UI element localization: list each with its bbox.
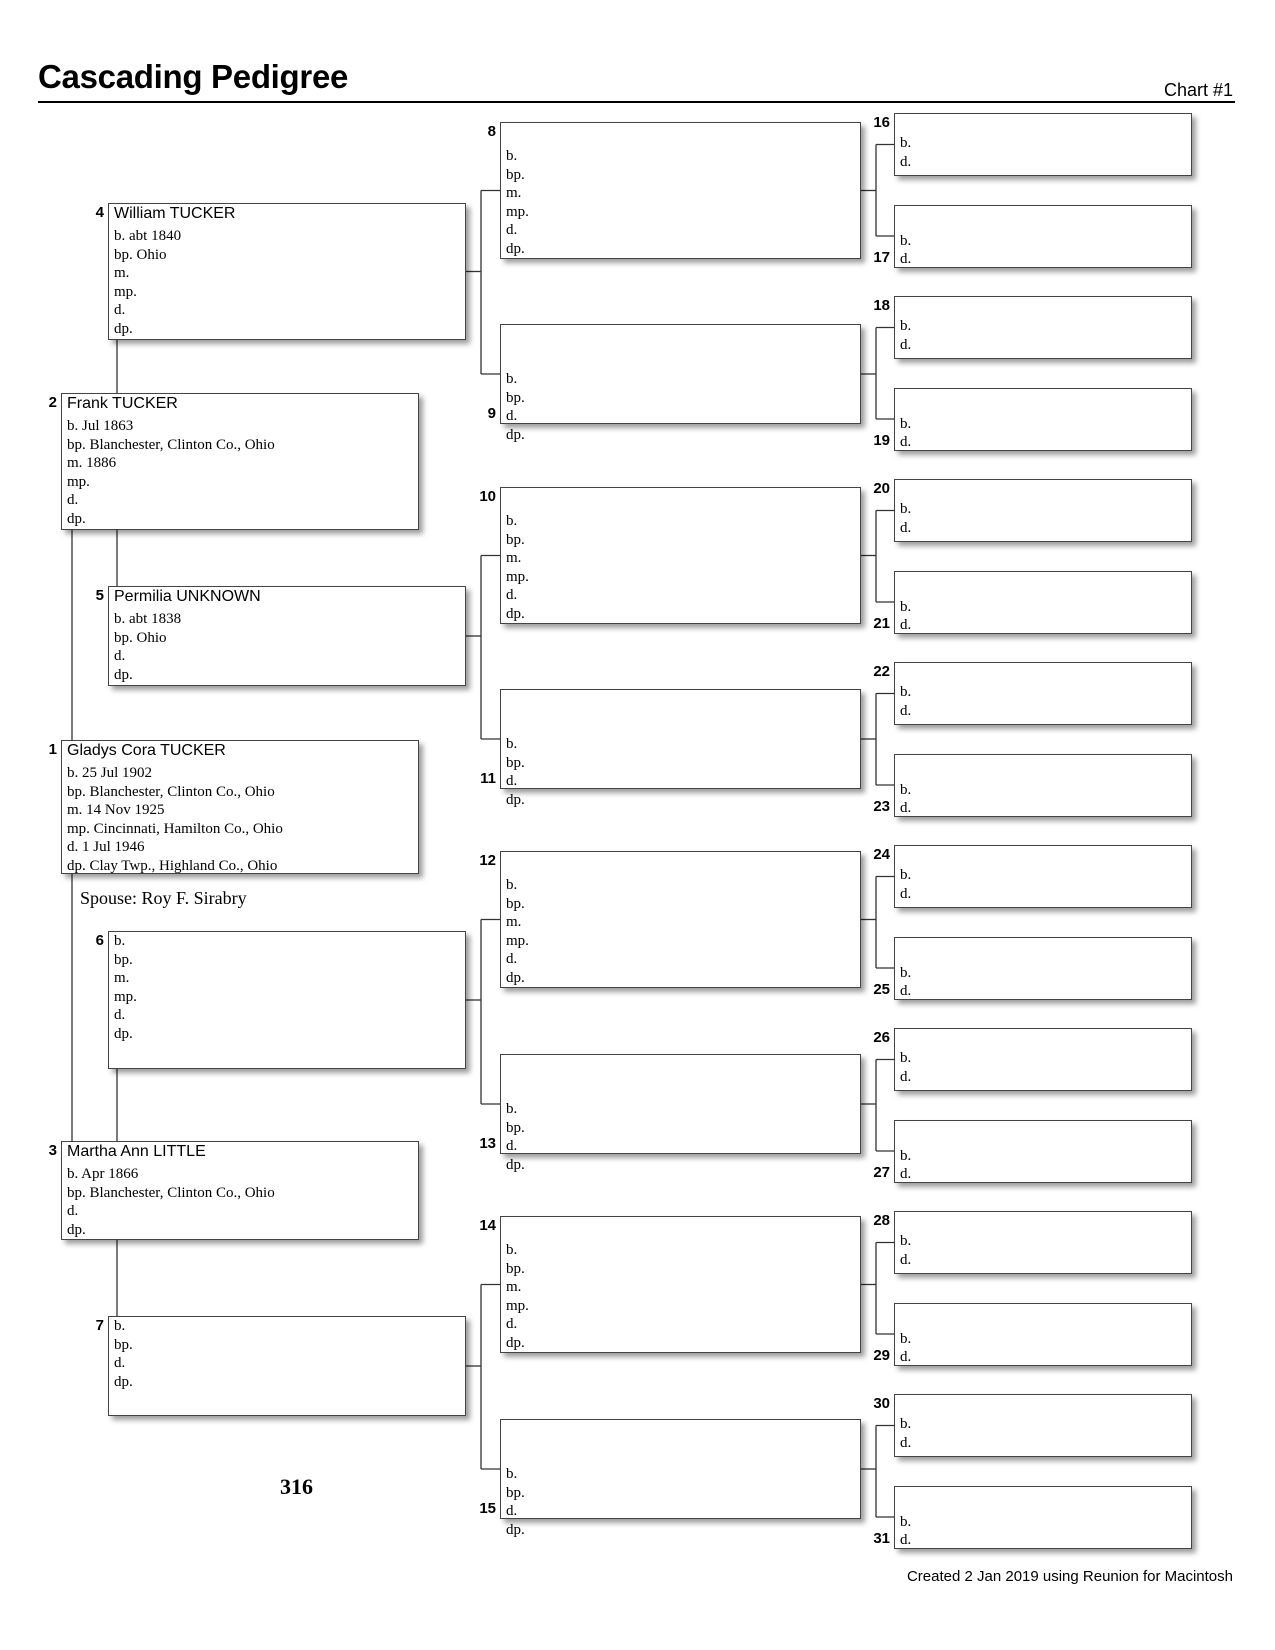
- person-detail-line: d.: [67, 1203, 79, 1219]
- person-detail-line: dp.: [114, 1373, 133, 1390]
- person-detail-line: mp.: [114, 283, 137, 300]
- person-detail-line: b.: [900, 1050, 912, 1066]
- person-box-12[interactable]: [500, 851, 861, 988]
- person-box-17[interactable]: [894, 205, 1192, 268]
- person-detail-line: b.: [900, 501, 912, 517]
- person-box-27[interactable]: [894, 1120, 1192, 1183]
- person-name: William TUCKER: [114, 205, 236, 222]
- person-detail-line: m.: [506, 1279, 522, 1295]
- ahnentafel-number: 11: [480, 770, 496, 787]
- ahnentafel-number: 20: [873, 480, 890, 497]
- ahnentafel-number: 5: [95, 587, 104, 604]
- person-detail-line: dp.: [67, 510, 86, 527]
- person-detail-line: b.: [900, 415, 912, 432]
- ahnentafel-number: 4: [95, 204, 104, 221]
- ahnentafel-number: 24: [873, 846, 890, 863]
- person-detail-line: d.: [506, 1138, 518, 1154]
- person-box-8[interactable]: [500, 122, 861, 259]
- person-detail-line: mp. Cincinnati, Hamilton Co., Ohio: [67, 820, 283, 837]
- ahnentafel-number: 12: [479, 852, 496, 869]
- person-box-21[interactable]: [894, 571, 1192, 634]
- person-detail-line: bp. Blanchester, Clinton Co., Ohio: [67, 783, 275, 800]
- person-detail-line: bp. Ohio: [114, 629, 167, 646]
- ahnentafel-number: 28: [873, 1212, 890, 1229]
- person-detail-line: d.: [506, 773, 518, 789]
- person-detail-line: b.: [900, 1233, 912, 1249]
- person-detail-line: bp.: [506, 1119, 525, 1136]
- person-detail-line: mp.: [506, 1297, 529, 1314]
- person-detail-line: dp.: [506, 1521, 525, 1538]
- person-detail-line: b. abt 1840: [114, 228, 182, 244]
- person-detail-line: b.: [900, 1513, 912, 1530]
- person-box-10[interactable]: [500, 487, 861, 624]
- person-detail-line: dp.: [114, 666, 133, 683]
- person-box-18[interactable]: [894, 296, 1192, 359]
- person-detail-line: bp. Blanchester, Clinton Co., Ohio: [67, 1184, 275, 1201]
- person-detail-line: b.: [506, 371, 518, 387]
- person-detail-line: dp.: [506, 1156, 525, 1173]
- ahnentafel-number: 1: [48, 741, 57, 758]
- person-name: Gladys Cora TUCKER: [67, 742, 226, 759]
- person-detail-line: d.: [114, 1355, 126, 1371]
- person-detail-line: d.: [67, 492, 79, 508]
- person-name: Frank TUCKER: [67, 395, 178, 412]
- person-box-20[interactable]: [894, 479, 1192, 542]
- person-detail-line: d.: [900, 885, 912, 902]
- person-detail-line: b.: [114, 1318, 126, 1334]
- person-detail-line: d.: [114, 302, 126, 318]
- person-box-23[interactable]: [894, 754, 1192, 817]
- person-detail-line: m. 1886: [67, 455, 117, 471]
- person-detail-line: d.: [900, 519, 912, 536]
- person-detail-line: bp.: [114, 1336, 133, 1353]
- person-detail-line: d.: [506, 1316, 518, 1332]
- ahnentafel-number: 9: [487, 405, 496, 422]
- person-detail-line: b.: [900, 135, 912, 151]
- person-detail-line: mp.: [506, 568, 529, 585]
- person-detail-line: b.: [900, 598, 912, 615]
- person-detail-line: b. 25 Jul 1902: [67, 765, 153, 781]
- person-detail-line: b.: [506, 736, 518, 752]
- person-detail-line: d.: [900, 1068, 912, 1085]
- ahnentafel-number: 7: [95, 1317, 104, 1334]
- person-name: Permilia UNKNOWN: [114, 588, 261, 605]
- person-box-15[interactable]: [500, 1419, 861, 1538]
- person-detail-line: d.: [506, 222, 518, 238]
- person-box-9[interactable]: [500, 324, 861, 443]
- person-detail-line: d.: [900, 1349, 912, 1365]
- person-box-25[interactable]: [894, 937, 1192, 1000]
- person-detail-line: b.: [506, 1101, 518, 1117]
- person-detail-line: b. Jul 1863: [67, 418, 134, 434]
- person-detail-line: dp.: [114, 320, 133, 337]
- person-detail-line: bp.: [506, 531, 525, 548]
- person-box-7[interactable]: [108, 1316, 466, 1416]
- person-box-22[interactable]: [894, 662, 1192, 725]
- person-detail-line: mp.: [114, 988, 137, 1005]
- person-detail-line: bp. Ohio: [114, 246, 167, 263]
- person-detail-line: b. Apr 1866: [67, 1166, 139, 1182]
- ahnentafel-number: 26: [873, 1029, 890, 1046]
- person-detail-line: b.: [900, 964, 912, 981]
- ahnentafel-number: 17: [873, 248, 890, 266]
- person-detail-line: d.: [900, 1166, 912, 1182]
- person-detail-line: m. 14 Nov 1925: [67, 802, 165, 818]
- person-box-16[interactable]: [894, 113, 1192, 176]
- ahnentafel-number: 2: [48, 394, 57, 411]
- ahnentafel-number: 16: [873, 114, 890, 131]
- ahnentafel-number: 23: [873, 797, 890, 815]
- person-detail-line: d.: [900, 1434, 912, 1451]
- person-detail-line: d.: [900, 702, 912, 719]
- person-detail-line: dp.: [67, 1221, 86, 1238]
- person-detail-line: bp.: [114, 951, 133, 968]
- person-box-28[interactable]: [894, 1211, 1192, 1274]
- person-detail-line: b.: [900, 684, 912, 700]
- person-detail-line: bp.: [506, 895, 525, 912]
- person-detail-line: b.: [900, 1330, 912, 1347]
- ahnentafel-number: 27: [873, 1163, 890, 1181]
- person-detail-line: m.: [506, 185, 522, 201]
- person-detail-line: dp.: [506, 605, 525, 622]
- person-detail-line: d.: [900, 336, 912, 353]
- ahnentafel-number: 30: [873, 1395, 890, 1412]
- person-detail-line: bp.: [506, 389, 525, 406]
- person-detail-line: b.: [900, 232, 912, 249]
- person-detail-line: b.: [506, 148, 518, 164]
- person-name: Martha Ann LITTLE: [67, 1143, 206, 1160]
- person-box-19[interactable]: [894, 388, 1192, 451]
- ahnentafel-number: 18: [873, 297, 890, 314]
- person-box-26[interactable]: [894, 1028, 1192, 1091]
- person-detail-line: m.: [114, 970, 130, 986]
- person-box-1[interactable]: [61, 740, 419, 874]
- person-box-6[interactable]: [108, 931, 466, 1069]
- chart-title: Cascading Pedigree: [38, 58, 349, 95]
- person-detail-line: dp.: [506, 240, 525, 257]
- page-number: 316: [280, 1474, 313, 1499]
- person-box-30[interactable]: [894, 1394, 1192, 1457]
- person-detail-line: b.: [900, 318, 912, 334]
- person-detail-line: mp.: [67, 473, 90, 490]
- person-detail-line: dp.: [506, 791, 525, 808]
- person-detail-line: dp.: [114, 1025, 133, 1042]
- chart-number: Chart #1: [1163, 80, 1233, 100]
- person-box-5[interactable]: [108, 586, 466, 686]
- person-box-3[interactable]: [61, 1141, 419, 1240]
- person-detail-line: dp.: [506, 1334, 525, 1351]
- ahnentafel-number: 14: [479, 1217, 496, 1234]
- person-detail-line: d.: [900, 1532, 912, 1548]
- person-box-4[interactable]: [108, 203, 466, 340]
- person-detail-line: dp.: [506, 426, 525, 443]
- person-box-11[interactable]: [500, 689, 861, 808]
- ahnentafel-number: 21: [873, 614, 890, 632]
- person-detail-line: b.: [900, 867, 912, 883]
- person-detail-line: b.: [114, 933, 126, 949]
- ahnentafel-number: 29: [873, 1346, 890, 1364]
- ahnentafel-number: 3: [48, 1142, 57, 1159]
- person-detail-line: d.: [506, 587, 518, 603]
- person-detail-line: dp.: [506, 969, 525, 986]
- person-detail-line: b.: [506, 513, 518, 529]
- person-detail-line: d.: [900, 153, 912, 170]
- person-detail-line: b.: [506, 1466, 518, 1482]
- person-detail-line: b. abt 1838: [114, 611, 182, 627]
- person-detail-line: d. 1 Jul 1946: [67, 839, 145, 855]
- ahnentafel-number: 22: [873, 663, 890, 680]
- person-box-14[interactable]: [500, 1216, 861, 1353]
- person-detail-line: d.: [900, 434, 912, 450]
- person-detail-line: m.: [506, 914, 522, 930]
- person-detail-line: d.: [900, 251, 912, 267]
- ahnentafel-number: 10: [479, 488, 496, 505]
- person-detail-line: bp. Blanchester, Clinton Co., Ohio: [67, 436, 275, 453]
- spouse-note: Spouse: Roy F. Sirabry: [80, 888, 247, 908]
- person-detail-line: b.: [506, 877, 518, 893]
- person-detail-line: d.: [114, 648, 126, 664]
- ahnentafel-number: 8: [487, 123, 496, 140]
- person-box-31[interactable]: [894, 1486, 1192, 1549]
- ahnentafel-number: 25: [873, 980, 890, 998]
- person-detail-line: mp.: [506, 932, 529, 949]
- person-detail-line: d.: [900, 800, 912, 816]
- ahnentafel-number: 15: [479, 1500, 496, 1517]
- person-detail-line: d.: [506, 1503, 518, 1519]
- ahnentafel-number: 13: [479, 1135, 496, 1152]
- person-detail-line: bp.: [506, 1484, 525, 1501]
- person-detail-line: m.: [506, 550, 522, 566]
- person-box-24[interactable]: [894, 845, 1192, 908]
- person-detail-line: dp. Clay Twp., Highland Co., Ohio: [67, 857, 278, 874]
- person-detail-line: b.: [900, 1416, 912, 1432]
- person-box-2[interactable]: [61, 393, 419, 530]
- person-detail-line: d.: [900, 1251, 912, 1268]
- person-detail-line: d.: [506, 951, 518, 967]
- person-detail-line: d.: [900, 617, 912, 633]
- ahnentafel-number: 19: [873, 431, 890, 449]
- footer-credit: Created 2 Jan 2019 using Reunion for Macintosh: [906, 1568, 1233, 1585]
- person-detail-line: d.: [900, 983, 912, 999]
- person-detail-line: b.: [900, 781, 912, 798]
- ahnentafel-number: 6: [95, 932, 104, 949]
- person-box-29[interactable]: [894, 1303, 1192, 1366]
- person-detail-line: mp.: [506, 203, 529, 220]
- person-box-13[interactable]: [500, 1054, 861, 1173]
- person-detail-line: bp.: [506, 166, 525, 183]
- person-detail-line: bp.: [506, 754, 525, 771]
- person-detail-line: b.: [506, 1242, 518, 1258]
- person-detail-line: d.: [506, 408, 518, 424]
- person-detail-line: bp.: [506, 1260, 525, 1277]
- person-detail-line: b.: [900, 1147, 912, 1164]
- person-detail-line: m.: [114, 265, 130, 281]
- person-detail-line: d.: [114, 1007, 126, 1023]
- ahnentafel-number: 31: [873, 1529, 890, 1547]
